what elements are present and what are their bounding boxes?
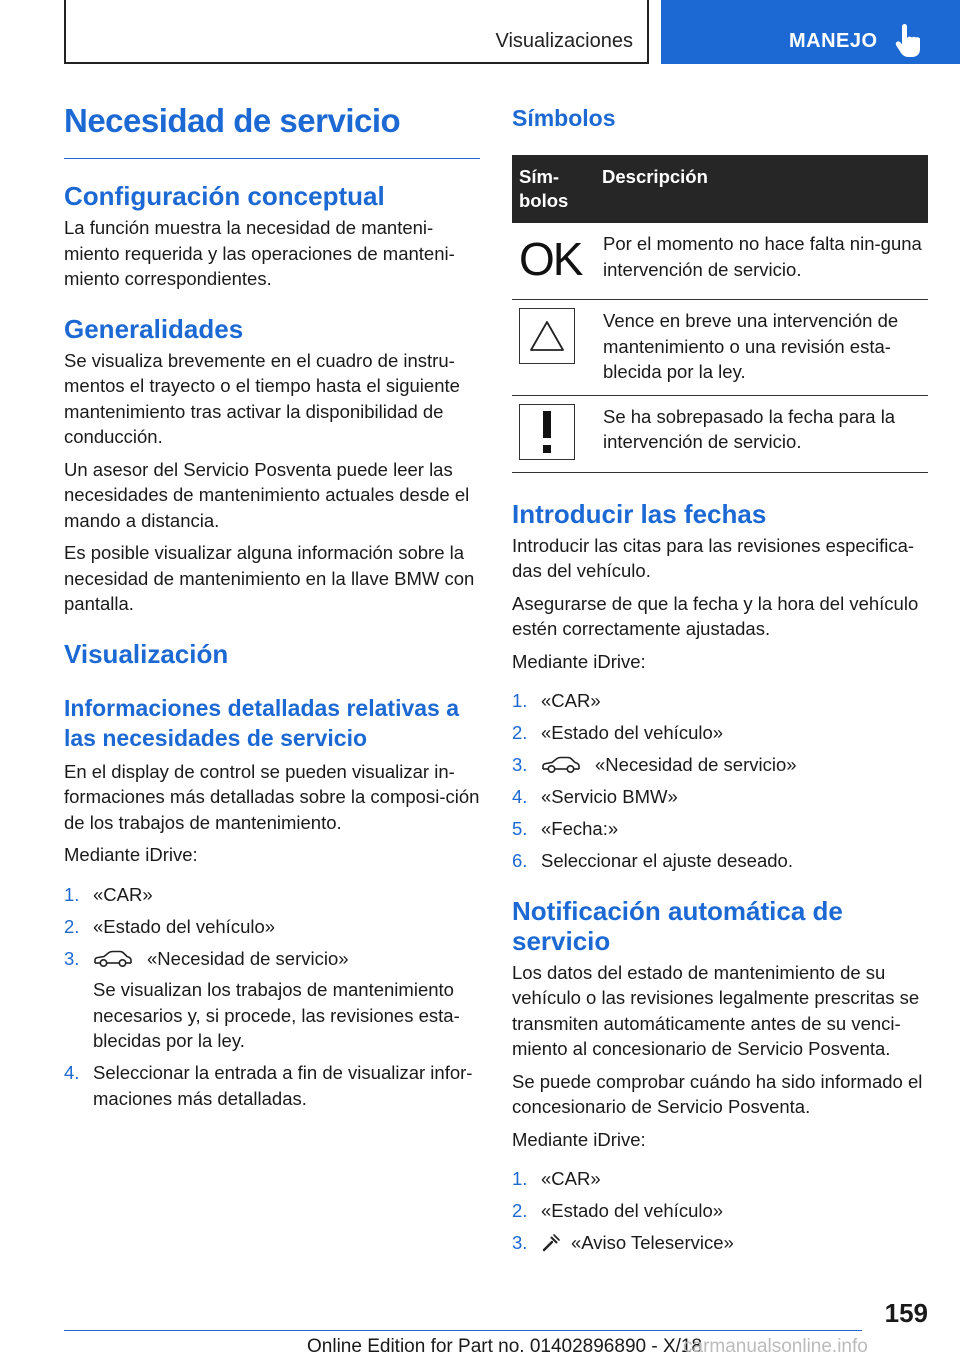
general-paragraph: Se visualiza brevemente en el cuadro de instru-mentos el trayecto o el tiempo hasta el siguiente mantenimiento tras activar la disponibilidad de conducción. — [64, 349, 460, 447]
notification-paragraph: Los datos del estado de mantenimiento de su vehículo o las revisiones legalmente prescritas se transmiten automáticamente antes de su venci-miento al concesionario de Servicio Posventa. — [512, 961, 920, 1059]
notification-heading: Notificación automática de servicio — [512, 895, 843, 956]
step-list — [512, 1166, 928, 1256]
idrive-label: Mediante iDrive: — [512, 650, 646, 672]
dates-paragraph: Introducir las citas para las revisiones especifica-das del vehículo. — [512, 534, 915, 581]
list-item: 1. «CAR» — [512, 1168, 601, 1189]
list-item: 3. «Necesidad de servicio» — [512, 754, 797, 775]
list-item: 1. «CAR» — [512, 690, 601, 711]
header-chapter-tab[interactable] — [661, 0, 960, 64]
list-item: 6. Seleccionar el ajuste deseado. — [512, 850, 793, 871]
warning-triangle-icon — [519, 308, 575, 364]
car-icon — [93, 950, 133, 968]
hand-pointer-icon — [895, 24, 921, 58]
idrive-label: Mediante iDrive: — [512, 1128, 646, 1150]
list-item: 2. «Estado del vehículo» — [512, 722, 724, 743]
table-cell-description: Vence en breve una intervención de mantenimiento o una revisión esta-blecida por la ley. — [595, 300, 928, 396]
list-item: 2. «Estado del vehículo» — [512, 1200, 724, 1221]
general-heading: Generalidades — [64, 313, 244, 344]
details-text: En el display de control se pueden visualizar in-formaciones más detalladas sobre la composi-ción de los trabajos de mantenimiento. — [64, 760, 480, 833]
list-item: 2. «Estado del vehículo» — [64, 915, 276, 937]
list-item: 3. «Aviso Teleservice» — [512, 1232, 734, 1253]
step-sub-text: Se visualizan los trabajos de mantenimiento necesarios y, si procede, las revisiones esta-blecidas por la ley. — [93, 979, 460, 1051]
header-section-box — [64, 0, 649, 64]
footer-divider — [64, 1330, 862, 1331]
concept-text: La función muestra la necesidad de manteni-miento requerida y las operaciones de manteni-miento correspondientes. — [64, 217, 455, 289]
table-row — [512, 300, 928, 396]
symbols-heading: Símbolos — [512, 105, 616, 131]
ok-icon: OK — [519, 233, 582, 286]
dates-paragraph: Asegurarse de que la fecha y la hora del vehículo estén correctamente ajustadas. — [512, 592, 919, 639]
table-header-symbols: Sím-bolos — [512, 155, 595, 223]
wrench-icon — [541, 1233, 561, 1253]
display-heading: Visualización — [64, 638, 229, 669]
exclamation-icon — [519, 404, 575, 460]
watermark: carmanualsonline.info — [683, 1336, 868, 1357]
left-column — [64, 100, 480, 1118]
table-row — [512, 395, 928, 472]
table-cell-description: Se ha sobrepasado la fecha para la intervención de servicio. — [595, 395, 928, 472]
general-paragraph: Un asesor del Servicio Posventa puede leer las necesidades de mantenimiento actuales desde el mando a distancia. — [64, 458, 470, 531]
table-header-description: Descripción — [595, 155, 928, 223]
list-item: 5. «Fecha:» — [512, 818, 619, 839]
right-column — [512, 100, 928, 1262]
step-list — [64, 882, 480, 1112]
page-number: 159 — [884, 1298, 928, 1328]
list-item: 4. Seleccionar la entrada a fin de visualizar infor-maciones más detalladas. — [64, 1062, 473, 1109]
header-section-title: Visualizaciones — [495, 30, 633, 52]
footer-edition-text: Online Edition for Part no. 01402896890 - X/18 — [307, 1336, 703, 1357]
general-paragraph: Es posible visualizar alguna información sobre la necesidad de mantenimiento en la llave BMW con pantalla. — [64, 542, 475, 614]
page-title: Necesidad de servicio — [64, 102, 480, 159]
table-cell-description: Por el momento no hace falta nin-guna intervención de servicio. — [595, 223, 928, 300]
header-chapter-label: MANEJO — [789, 30, 878, 52]
list-item: 4. «Servicio BMW» — [512, 786, 678, 807]
concept-heading: Configuración conceptual — [64, 181, 385, 211]
details-heading: Informaciones detalladas relativas a las necesidades de servicio — [64, 694, 460, 751]
notification-paragraph: Se puede comprobar cuándo ha sido informado el concesionario de Servicio Posventa. — [512, 1070, 923, 1117]
list-item: 1. «CAR» — [64, 883, 153, 905]
list-item: 3. «Necesidad de servicio» Se visualizan los trabajos de mantenimiento necesarios y, si procede, las revisiones esta-blecidas por la ley. — [64, 946, 480, 1054]
table-row — [512, 223, 928, 300]
car-icon — [541, 756, 581, 774]
dates-heading: Introducir las fechas — [512, 498, 767, 529]
symbols-table — [512, 155, 928, 473]
step-list — [512, 688, 928, 874]
idrive-label: Mediante iDrive: — [64, 844, 198, 865]
